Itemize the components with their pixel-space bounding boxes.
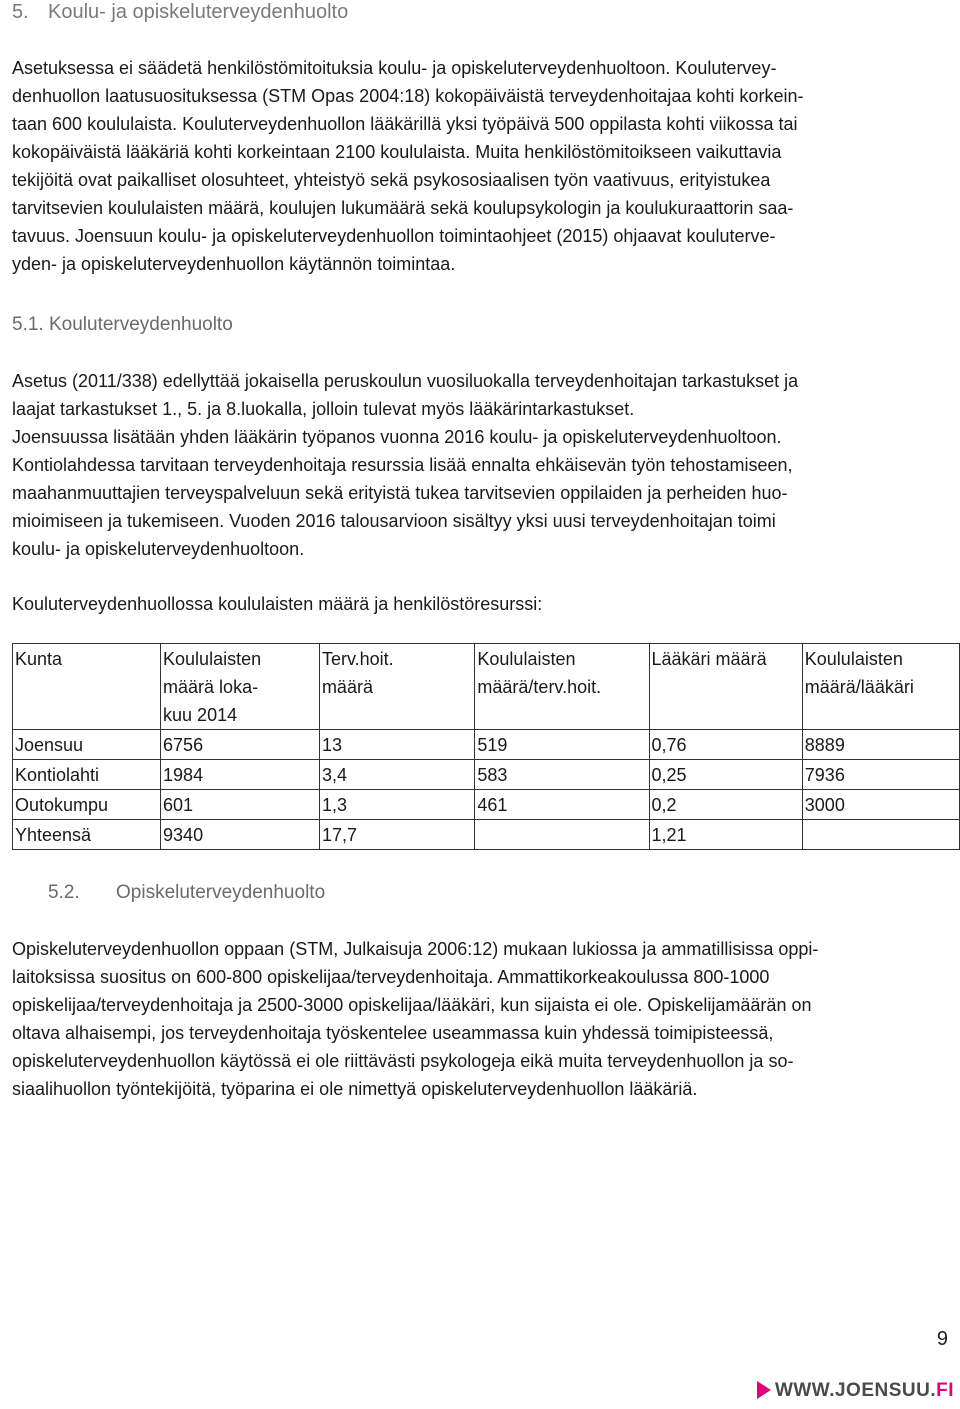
play-triangle-icon (757, 1381, 771, 1399)
cell: 8889 (802, 730, 959, 760)
section1-line: laajat tarkastukset 1., 5. ja 8.luokalla, jolloin tulevat myös lääkärintarkastukset. (12, 399, 635, 419)
section2-line: siaalihuollon työntekijöitä, työparina ei ole nimettyä opiskeluterveydenhuollon lääkäriä. (12, 1079, 698, 1099)
table-row (13, 790, 960, 820)
header-nurses: Terv.hoit. määrä (319, 644, 474, 730)
section1-line: Joensuussa lisätään yhden lääkärin työpanos vuonna 2016 koulu- ja opiskeluterveydenhuoltoon. (12, 427, 782, 447)
header-pupils-per-nurse: Koululaisten määrä/terv.hoit. (475, 644, 649, 730)
cell: 461 (475, 790, 649, 820)
cell: 1,21 (649, 820, 802, 850)
cell: 519 (475, 730, 649, 760)
cell: Outokumpu (13, 790, 161, 820)
cell: 0,76 (649, 730, 802, 760)
cell: 3,4 (319, 760, 474, 790)
section1-line: mioimiseen ja tukemiseen. Vuoden 2016 talousarvioon sisältyy yksi uusi terveydenhoitajan toimi (12, 511, 776, 531)
subsection-title: Opiskeluterveydenhuolto (116, 882, 326, 903)
cell: 7936 (802, 760, 959, 790)
cell: 0,25 (649, 760, 802, 790)
table-header-row (13, 644, 960, 730)
header-kunta: Kunta (13, 644, 161, 730)
intro-paragraph (12, 54, 948, 278)
section1-line: Kontiolahdessa tarvitaan terveydenhoitaja resurssia lisää ennalta ehkäisevän työn tehostamiseen, (12, 455, 793, 475)
cell: Joensuu (13, 730, 161, 760)
section2-line: oltava alhaisempi, jos terveydenhoitaja työskentelee useammassa kuin yhdessä toimipisteessä, (12, 1023, 774, 1043)
section2-line: opiskelijaa/terveydenhoitaja ja 2500-3000 opiskelijaa/lääkäri, kun sijaista ei ole. Opiskelijamäärän on (12, 995, 812, 1015)
intro-line: denhuollon laatusuosituksessa (STM Opas 2004:18) kokopäiväistä terveydenhoitajaa kohti korkein- (12, 86, 804, 106)
intro-line: yden- ja opiskeluterveydenhuollon käytännön toimintaa. (12, 254, 456, 274)
table-row (13, 760, 960, 790)
logo-tld: FI (936, 1380, 954, 1401)
table-caption: Kouluterveydenhuollossa koululaisten määrä ja henkilöstöresurssi: (12, 594, 543, 614)
cell (802, 820, 959, 850)
cell: 1984 (161, 760, 320, 790)
cell: 3000 (802, 790, 959, 820)
header-pupils-per-doctor: Koululaisten määrä/lääkäri (802, 644, 959, 730)
section2-line: opiskeluterveydenhuollon käytössä ei ole riittävästi psykologeja eikä muita terveydenhuollon ja so- (12, 1051, 794, 1071)
cell: 601 (161, 790, 320, 820)
header-pupils: Koululaisten määrä loka- kuu 2014 (161, 644, 320, 730)
student-health-paragraph (12, 935, 948, 1103)
table-row (13, 820, 960, 850)
joensuu-logo (757, 1380, 954, 1402)
cell: 9340 (161, 820, 320, 850)
intro-line: kokopäiväistä lääkäriä kohti korkeintaan 2100 koululaista. Muita henkilöstömitoikseen vaikuttavia (12, 142, 782, 162)
cell: 17,7 (319, 820, 474, 850)
section-heading (12, 0, 349, 24)
section1-line: Asetus (2011/338) edellyttää jokaisella peruskoulun vuosiluokalla terveydenhoitajan tarkastukset ja (12, 371, 799, 391)
table-row (13, 730, 960, 760)
logo-text: WWW.JOENSUU. (774, 1380, 937, 1401)
cell: Yhteensä (13, 820, 161, 850)
cell: 1,3 (319, 790, 474, 820)
page-number: 9 (936, 1328, 948, 1350)
resource-table (12, 643, 960, 850)
intro-line: tarvitsevien koululaisten määrä, koulujen lukumäärä sekä koulupsykologin ja koulukuraattorin saa- (12, 198, 794, 218)
section1-line: maahanmuuttajien terveyspalveluun sekä erityistä tukea tarvitsevien oppilaiden ja perheiden huo- (12, 483, 788, 503)
intro-line: tavuus. Joensuun koulu- ja opiskeluterveydenhuollon toimintaohjeet (2015) ohjaavat kouluterve- (12, 226, 776, 246)
intro-line: taan 600 koululaista. Kouluterveydenhuollon lääkärillä yksi työpäivä 500 oppilasta kohti viikossa tai (12, 114, 798, 134)
school-health-paragraph (12, 367, 948, 563)
subsection-number: 5.2. (48, 882, 80, 903)
intro-line: tekijöitä ovat paikalliset olosuhteet, yhteistyö sekä psykososiaalisen työn vaativuus, erityistukea (12, 170, 771, 190)
header-doctors: Lääkäri määrä (649, 644, 802, 730)
cell: 6756 (161, 730, 320, 760)
cell: 0,2 (649, 790, 802, 820)
section-number: 5. (12, 1, 29, 23)
section2-line: Opiskeluterveydenhuollon oppaan (STM, Julkaisuja 2006:12) mukaan lukiossa ja ammatillisissa oppi- (12, 939, 819, 959)
cell: Kontiolahti (13, 760, 161, 790)
section2-line: laitoksissa suositus on 600-800 opiskelijaa/terveydenhoitaja. Ammattikorkeakoulussa 800-1000 (12, 967, 770, 987)
section1-line: koulu- ja opiskeluterveydenhuoltoon. (12, 539, 305, 559)
intro-line: Asetuksessa ei säädetä henkilöstömitoituksia koulu- ja opiskeluterveydenhuoltoon. Koulutervey- (12, 58, 777, 78)
cell: 13 (319, 730, 474, 760)
section-title: Koulu- ja opiskeluterveydenhuolto (48, 1, 349, 23)
subsection-heading-5-1: 5.1. Kouluterveydenhuolto (12, 314, 233, 335)
cell: 583 (475, 760, 649, 790)
cell (475, 820, 649, 850)
